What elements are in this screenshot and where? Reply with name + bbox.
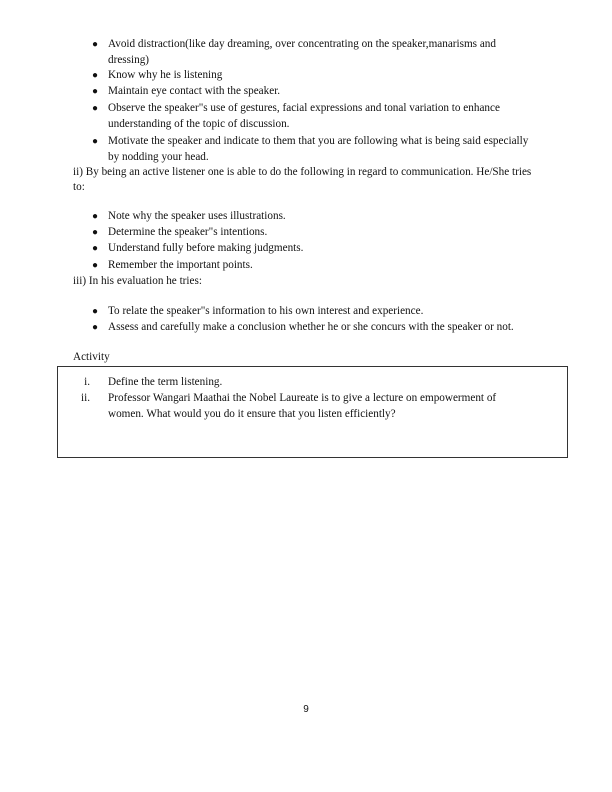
- bullet-icon: ●: [92, 70, 99, 81]
- bullet-icon: ●: [92, 260, 99, 271]
- list-item: ● Observe the speaker"s use of gestures, facial expressions and tonal variation to enhance understanding of the topic of discussion.: [92, 102, 500, 130]
- page-number: 9: [303, 704, 309, 715]
- bullet-icon: ●: [92, 136, 99, 147]
- list-item: ● Avoid distraction(like day dreaming, over concentrating on the speaker,manarisms and dressing): [92, 38, 496, 66]
- bullet-icon: ●: [92, 103, 99, 114]
- list-item: ● Motivate the speaker and indicate to them that you are following what is being said especially by nodding your head.: [92, 135, 529, 163]
- list-item: ● Note why the speaker uses illustrations.: [92, 209, 532, 225]
- bullet-icon: ●: [92, 211, 99, 222]
- bullet-icon: ●: [92, 322, 99, 333]
- activity-question: Professor Wangari Maathai the Nobel Laureate is to give a lecture on empowerment of women. What would you do it ensure that you listen efficiently?: [108, 392, 497, 420]
- paragraph-iii: iii) In his evaluation he tries:: [73, 275, 202, 287]
- activity-number: i.: [84, 376, 90, 388]
- activity-heading: Activity: [73, 351, 110, 363]
- list-item: ● Understand fully before making judgments.: [92, 241, 532, 257]
- list-item: ● Maintain eye contact with the speaker.: [92, 84, 532, 100]
- list-item: ● Determine the speaker"s intentions.: [92, 225, 532, 241]
- activity-question: Define the term listening.: [108, 376, 223, 388]
- bullet-icon: ●: [92, 227, 99, 238]
- bullet-icon: ●: [92, 243, 99, 254]
- bullet-icon: ●: [92, 306, 99, 317]
- bullet-icon: ●: [92, 86, 99, 97]
- list-item: ● Remember the important points.: [92, 258, 532, 274]
- list-item: ● To relate the speaker"s information to his own interest and experience.: [92, 304, 532, 320]
- bullet-icon: ●: [92, 39, 99, 50]
- list-item: ● Assess and carefully make a conclusion whether he or she concurs with the speaker or not.: [92, 320, 532, 336]
- paragraph-ii: ii) By being an active listener one is able to do the following in regard to communication. He/She tries to:: [73, 166, 532, 193]
- list-item: ● Know why he is listening: [92, 68, 532, 84]
- activity-number: ii.: [80, 392, 90, 404]
